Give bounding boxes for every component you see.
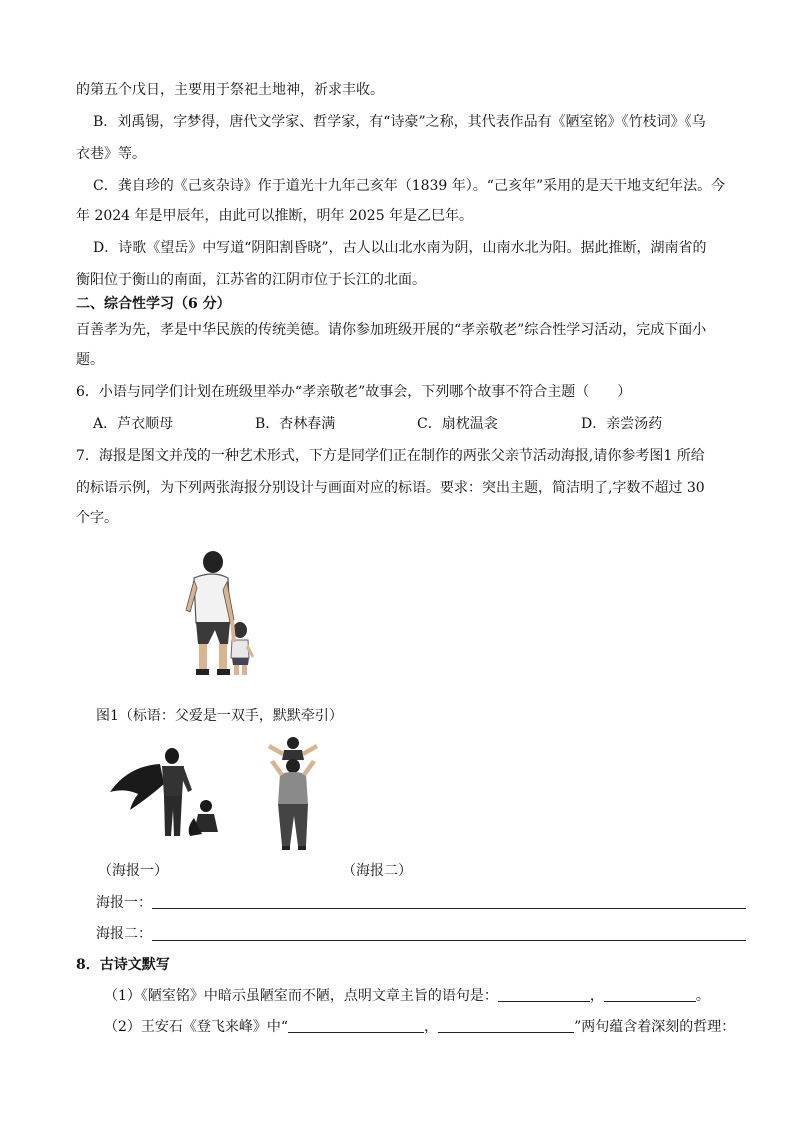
q8-2-end: ”两句蕴含着深刻的哲理： [574,1019,736,1035]
q8-1-separator: ， [589,988,604,1004]
poster-1-label: 海报一： [96,895,152,911]
option-b-line2: 衣巷》等。 [76,146,146,162]
q8-1-end: 。 [695,988,710,1004]
section-title: 二、综合性学习（6 分） [76,296,231,312]
poster-1-answer-line[interactable] [152,908,746,909]
option-d-line1: D．诗歌《望岳》中写道“阴阳割昏晓”，古人以山北水南为阴，山南水北为阳。据此推断，湖南省的 [93,240,707,256]
poster-2-caption: （海报二） [342,863,412,879]
q6-option-c: C．扇枕温衾 [417,416,498,432]
question-7-line2: 的标语示例，为下列两张海报分别设计与画面对应的标语。要求：突出主题，简洁明了,字数不超过 30 [76,480,705,496]
poster-1-image [108,744,226,840]
option-d-line2: 衡阳位于衡山的南面，江苏省的江阴市位于长江的北面。 [76,272,426,288]
q8-1-prompt: （1）《陋室铭》中暗示虽陋室而不陋，点明文章主旨的语句是： [104,988,498,1004]
option-c-line2: 年 2024 年是甲辰年，由此可以推断，明年 2025 年是乙巳年。 [76,208,474,224]
poster-2-answer-line[interactable] [152,940,746,941]
q6-option-b: B．杏林春满 [255,416,336,432]
option-c-line1: C．龚自珍的《己亥杂诗》作于道光十九年己亥年（1839 年）。“己亥年”采用的是天干地支纪年法。今 [93,178,726,194]
q6-option-d: D．亲尝汤药 [581,416,663,432]
question-6: 6．小语与同学们计划在班级里举办“孝亲敬老”故事会，下列哪个故事不符合主题（ ） [76,384,632,400]
intro-line1: 百善孝为先，孝是中华民族的传统美德。请你参加班级开展的“孝亲敬老”综合性学习活动，完成下面小 [76,322,707,338]
q8-2-separator: ， [424,1019,439,1035]
figure-1-caption: 图1（标语：父爱是一双手，默默牵引） [96,708,343,724]
poster-2-label: 海报二： [96,926,152,942]
option-b-line1: B．刘禹锡，字梦得，唐代文学家、哲学家，有“诗豪”之称，其代表作品有《陋室铭》《竹枝词》《乌 [93,114,706,130]
q6-option-a: A．芦衣顺母 [93,416,174,432]
q8-2-blank-2[interactable] [438,1018,574,1033]
figure-1-image [170,548,265,680]
question-8-title: 8．古诗文默写 [76,957,170,973]
question-8-2 [104,1017,735,1037]
paragraph-continued: 的第五个戊日，主要用于祭祀土地神，祈求丰收。 [76,82,384,98]
question-7-line3: 个字。 [76,510,118,526]
q8-2-prompt: （2）王安石《登飞来峰》中“ [104,1019,289,1035]
poster-1-caption: （海报一） [98,863,168,879]
q8-2-blank-1[interactable] [288,1018,424,1033]
q8-1-blank-2[interactable] [604,987,696,1002]
question-7-line1: 7．海报是图文并茂的一种艺术形式，下方是同学们正在制作的两张父亲节活动海报,请你参考图1 所给 [76,448,705,464]
poster-2-image [256,734,330,854]
q8-1-blank-1[interactable] [498,987,590,1002]
intro-line2: 题。 [76,352,104,368]
question-8-1 [104,986,710,1006]
